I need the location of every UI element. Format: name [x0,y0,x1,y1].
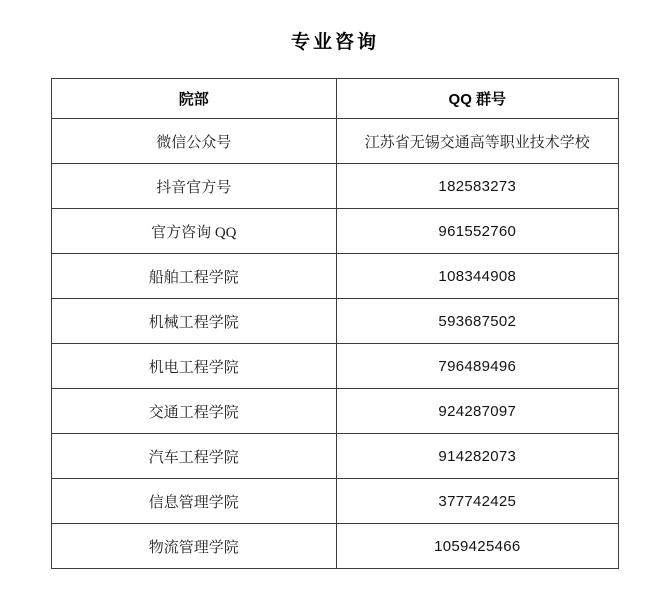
table-row [52,209,619,254]
header-qq-group-number: QQ 群号 [336,79,618,119]
department-cell: 微信公众号 [52,119,337,164]
department-cell: 船舶工程学院 [52,254,337,299]
qq-value-cell: 377742425 [336,479,618,524]
department-cell: 抖音官方号 [52,164,337,209]
department-cell: 机电工程学院 [52,344,337,389]
table-row [52,119,619,164]
table-row [52,479,619,524]
qq-value-cell: 914282073 [336,434,618,479]
department-cell: 官方咨询 QQ [52,209,337,254]
department-cell: 物流管理学院 [52,524,337,569]
department-cell: 信息管理学院 [52,479,337,524]
qq-value-cell: 796489496 [336,344,618,389]
qq-value-cell: 593687502 [336,299,618,344]
page-title: 专业咨询 [290,32,379,53]
department-cell: 交通工程学院 [52,389,337,434]
qq-value-cell: 182583273 [336,164,618,209]
header-department: 院部 [52,79,337,119]
qq-value-cell: 1059425466 [336,524,618,569]
qq-value-cell: 108344908 [336,254,618,299]
qq-value-cell: 961552760 [336,209,618,254]
table-row [52,344,619,389]
table-row [52,434,619,479]
qq-value-cell: 江苏省无锡交通高等职业技术学校 [336,119,618,164]
department-cell: 汽车工程学院 [52,434,337,479]
consultation-table [51,78,619,569]
table-row [52,389,619,434]
table-row [52,164,619,209]
table-header-row [52,79,619,119]
qq-value-cell: 924287097 [336,389,618,434]
table-row [52,524,619,569]
table-row [52,254,619,299]
table-row [52,299,619,344]
department-cell: 机械工程学院 [52,299,337,344]
